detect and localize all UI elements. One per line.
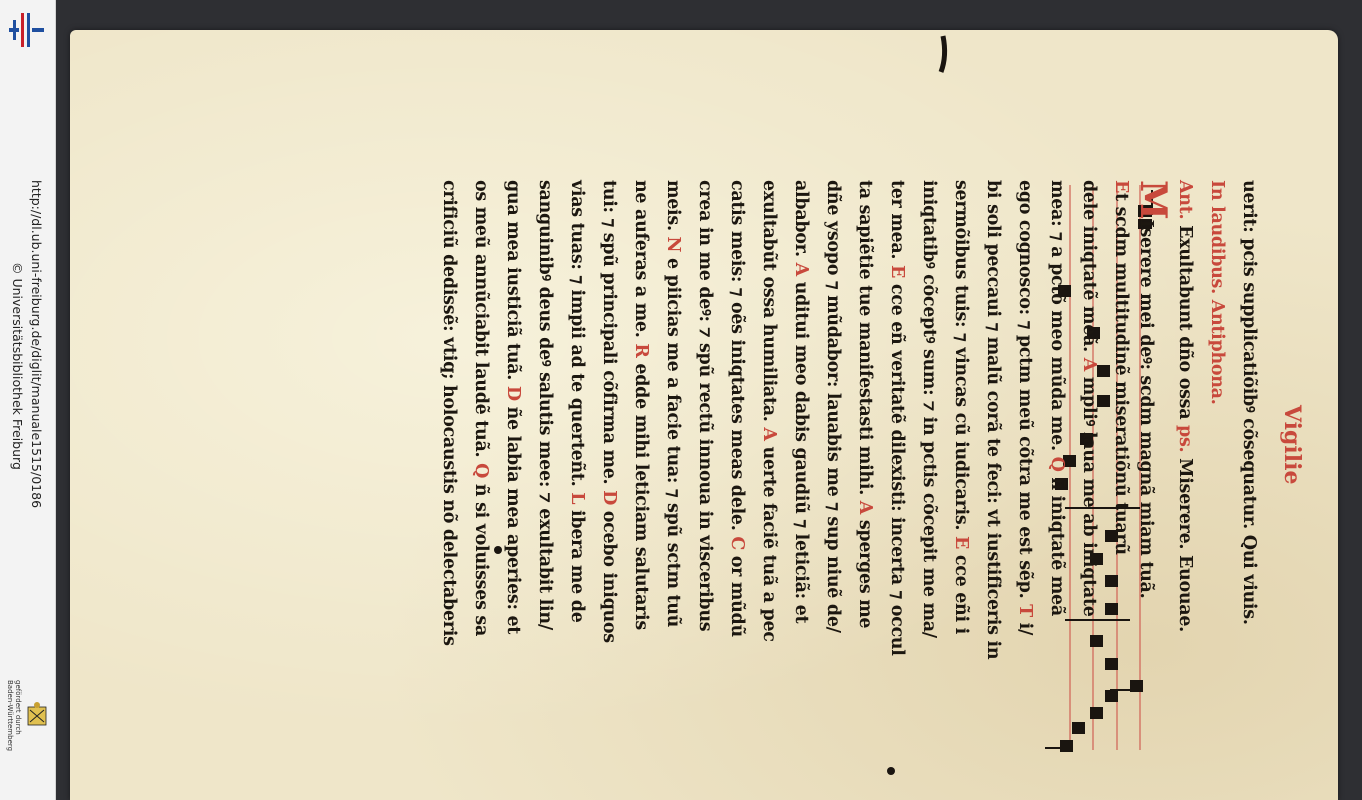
text-line (625, 180, 657, 770)
rubric-text: A (791, 262, 811, 276)
funder-line: gefördert durch (14, 680, 22, 735)
body-text: mea: ⁊ a pctõ meo mũda me. (1047, 180, 1067, 457)
body-text: gua mea iusticiã tuã. (503, 180, 523, 386)
text-line (881, 180, 913, 770)
text-line (1041, 180, 1073, 770)
text-line (945, 180, 977, 770)
body-text: exultabũt ossa humiliata. (759, 180, 779, 428)
body-text: iniqtatibꝰ cõceptꝰ sum: ⁊ in pctis cõcepit me ma/ (919, 180, 939, 638)
body-text: Exultabunt dño ossa (1175, 219, 1195, 426)
text-line (913, 180, 945, 770)
rubric-text: N (663, 236, 683, 253)
body-text: dñe ysopo ⁊ mũdabor: lauabis me ⁊ sup niuẽ de/ (823, 180, 843, 633)
page-heading: Vigilie (1279, 405, 1305, 485)
body-text: ñe labia mea aperies: et (503, 400, 523, 635)
body-text: ter mea. (887, 180, 907, 266)
text-line (753, 180, 785, 770)
rubric-text: D (599, 490, 619, 505)
text-line (1132, 180, 1174, 770)
text-line (1073, 180, 1105, 770)
rubric-text: E (887, 265, 907, 279)
rubric-text: D (503, 385, 523, 401)
text-line (1201, 180, 1233, 770)
ink-dot (494, 546, 502, 554)
body-text: sperges me (855, 514, 875, 629)
rubric-text: T (1015, 604, 1035, 617)
text-line (433, 180, 465, 770)
funder-line: Baden-Württemberg (6, 680, 14, 752)
body-text: mpliꝰ laua me ab iniqtate (1079, 371, 1099, 617)
text-line (561, 180, 593, 770)
body-text: i/ (1015, 616, 1035, 636)
source-url[interactable]: http://dl.ub.uni-freiburg.de/diglit/manuale1515/0186 (29, 180, 44, 509)
rubric-text: Q (471, 463, 491, 479)
body-text: Iserere mei deꝰ: scdm magnã miam tuã. (1136, 219, 1156, 599)
text-line (689, 180, 721, 770)
rubric-text: A (759, 427, 779, 441)
rubric-text: In laudibus. Antiphona. (1207, 180, 1227, 405)
text-line (817, 180, 849, 770)
text-line (529, 180, 561, 770)
body-text: ñ si voluisses sa (471, 478, 491, 636)
body-text: ocebo iniquos (599, 505, 619, 643)
rubric-text: R (631, 343, 651, 358)
text-line (1169, 180, 1201, 770)
body-text: crificiũ dedissẽ: vtiq; holocaustis nõ delectaberis (439, 180, 459, 646)
body-text: bi soli peccaui ⁊ malũ corã te feci: vt iustificeris in (983, 180, 1003, 660)
text-line (497, 180, 529, 770)
body-text: catis meis: ⁊ oẽs iniqtates meas dele. (727, 180, 747, 537)
body-text: ta sapiẽtie tue manifestasti mihi. (855, 180, 875, 501)
text-line (721, 180, 753, 770)
body-text: ibera me de (567, 504, 587, 623)
body-text: crea in me deꝰ: ⁊ spũ rectũ innoua in visceribus (695, 180, 715, 632)
text-line (593, 180, 625, 770)
body-text: meis. (663, 180, 683, 237)
body-text: cce eñi i (951, 549, 971, 634)
copyright-notice: © Universitätsbibliothek Freiburg (10, 262, 25, 470)
text-line (1105, 180, 1137, 770)
viewer-sidebar (0, 0, 56, 800)
body-text: dele iniqtatẽ meã. (1079, 180, 1099, 358)
text-line (1233, 180, 1265, 770)
body-text: ego cognosco: ⁊ pctm meũ cõtra me est sẽp. (1015, 180, 1035, 605)
rubric-text: L (567, 492, 587, 505)
rubric-text: Q (1047, 456, 1067, 472)
body-text: cce eñ veritatẽ dilexisti: incerta ⁊ occul (887, 278, 907, 656)
body-text: ne auferas a me. (631, 180, 651, 344)
body-text: albabor. (791, 180, 811, 263)
rubric-text: C (727, 536, 747, 550)
manuscript-page (70, 30, 1338, 800)
body-text: e piicias me a facie tua: ⁊ spũ sctm tuũ (663, 252, 683, 628)
body-text: uerit: pcis supplicatiõibꝰ cõsequatur. Qui viuis. (1239, 180, 1259, 625)
body-text: uditui meo dabis gaudiũ ⁊ leticiã: et (791, 275, 811, 624)
text-line (977, 180, 1009, 770)
ink-dot (887, 767, 895, 775)
body-text: or mũdũ (727, 549, 747, 637)
body-text: Miserere. Euouae. (1175, 452, 1195, 632)
body-text: uerte faciẽ tuã a pec (759, 440, 779, 642)
body-text: ñ iniqtatẽ meã (1047, 471, 1067, 616)
text-line (465, 180, 497, 770)
rubric-text: Ant. (1175, 180, 1195, 220)
body-text: t scdm multitudinẽ miseratiõnũ tuarũ (1111, 193, 1131, 555)
rubric-text: M (1132, 180, 1174, 220)
body-text: vias tuas: ⁊ impii ad te querteñt. (567, 180, 587, 493)
rubric-text: A (1079, 357, 1099, 371)
rubric-text: E (951, 536, 971, 550)
text-line (849, 180, 881, 770)
university-logo-icon (5, 10, 47, 50)
body-text: tui: ⁊ spũ principali cõfirma me. (599, 180, 619, 491)
body-text: sanguinibꝰ deus deꝰ salutis mee: ⁊ exultabit lin/ (535, 180, 555, 630)
body-text: os meũ annũciabit laudẽ tuã. (471, 180, 491, 464)
text-line (785, 180, 817, 770)
body-text: edde mihi leticiam salutaris (631, 357, 651, 630)
text-line (1009, 180, 1041, 770)
text-block (433, 180, 1265, 770)
funder-caption (6, 680, 22, 751)
rubric-text: E (1111, 180, 1131, 194)
rubric-text: A (855, 500, 875, 515)
body-text: sermõibus tuis: ⁊ vincas cũ iudicaris. (951, 180, 971, 537)
text-line (657, 180, 689, 770)
rubric-text: ps. (1175, 425, 1195, 453)
